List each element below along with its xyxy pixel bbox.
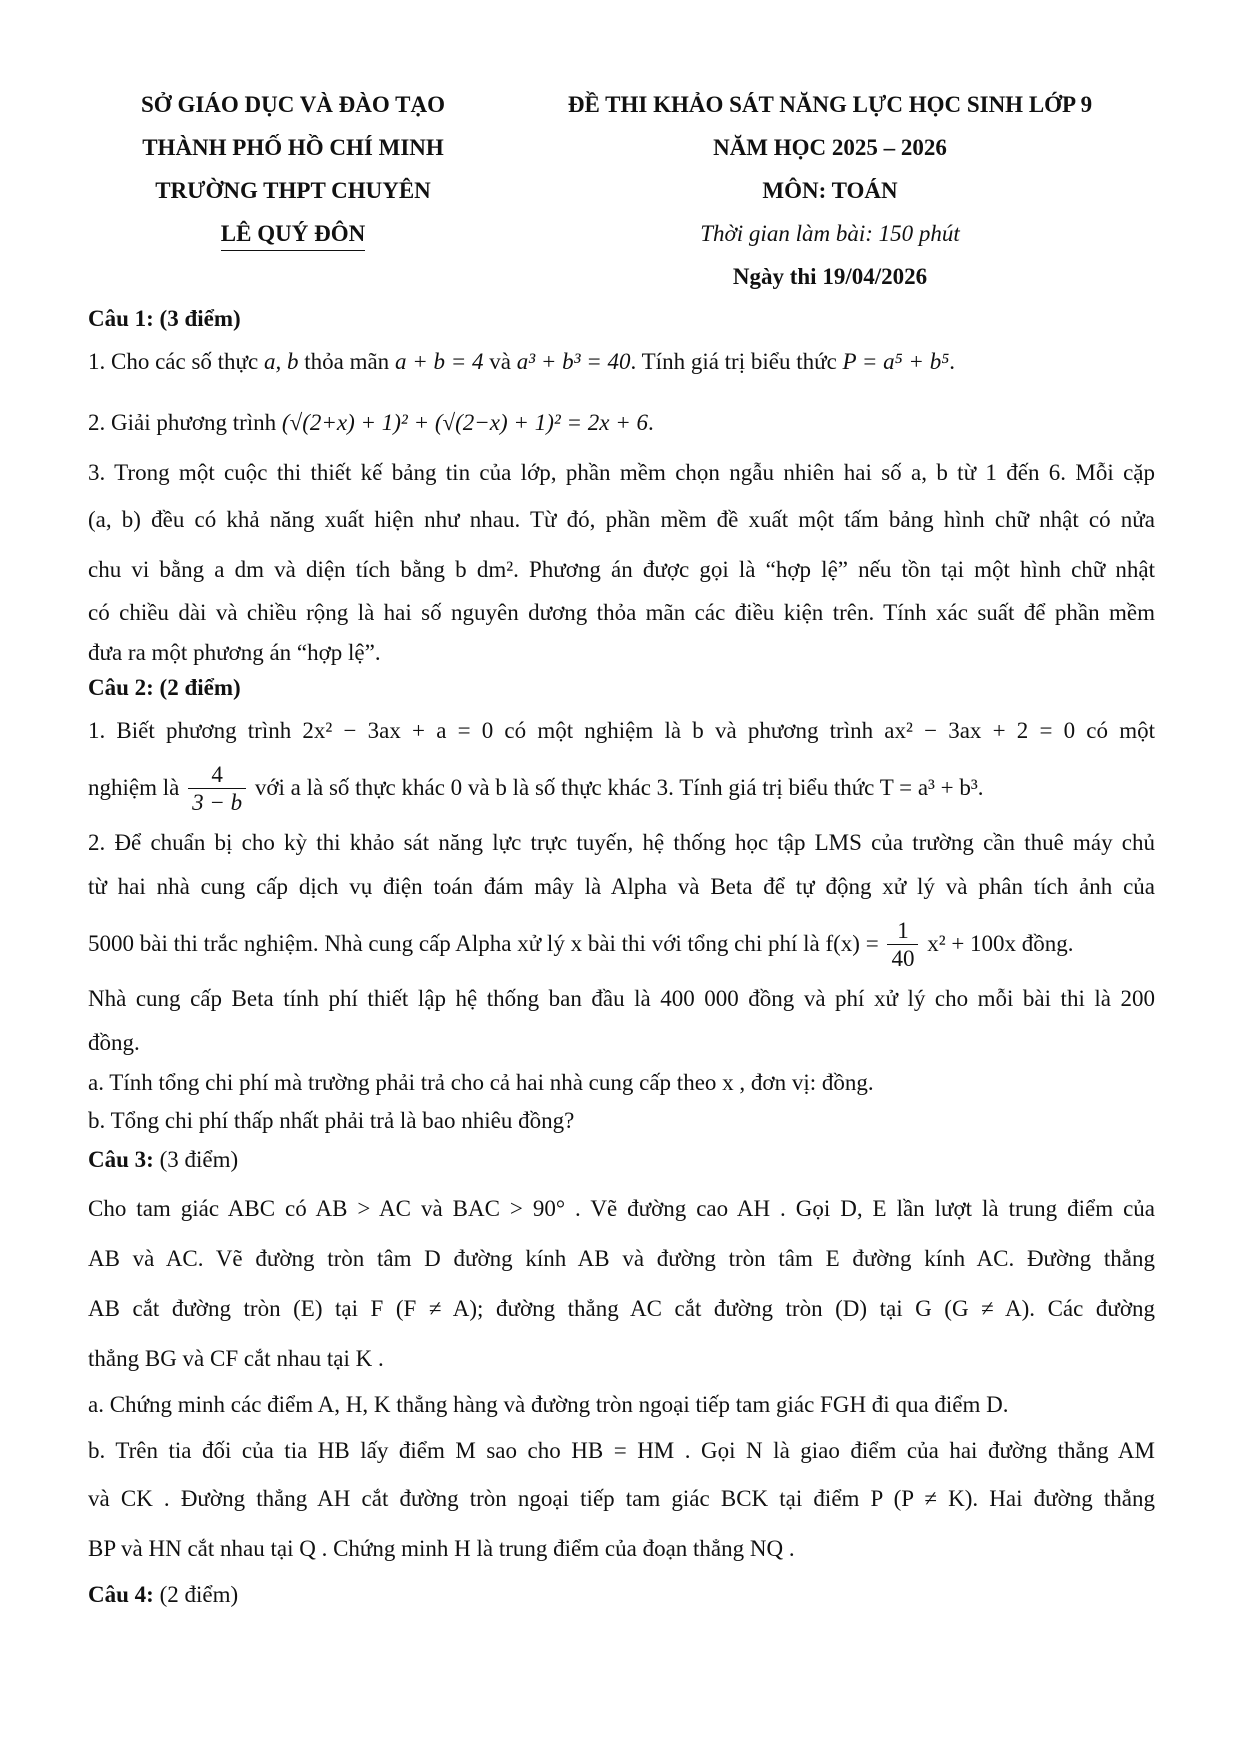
question-2-title: Câu 2: (2 điểm) xyxy=(88,675,241,700)
question-1-part-2: 2. Giải phương trình (√(2+x) + 1)² + (√(2−x) + 1)² = 2x + 6. xyxy=(88,410,654,435)
exam-date: Ngày thi 19/04/2026 xyxy=(732,264,928,289)
question-3-line: AB và AC. Vẽ đường tròn tâm D đường kính AB và đường tròn tâm E đường kính AC. Đường thẳng xyxy=(88,1246,1155,1271)
exam-title: ĐỀ THI KHẢO SÁT NĂNG LỰC HỌC SINH LỚP 9 xyxy=(567,92,1093,117)
fraction: $\frac{1}{40}$ xyxy=(887,918,918,973)
question-2-part-2-line: từ hai nhà cung cấp dịch vụ điện toán đám mây là Alpha và Beta để tự động xử lý và phân tích ảnh của xyxy=(88,874,1155,899)
duration: Thời gian làm bài: 150 phút xyxy=(700,221,960,246)
question-3-part-b-line: BP và HN cắt nhau tại Q . Chứng minh H là trung điểm của đoạn thẳng NQ . xyxy=(88,1536,795,1561)
question-1-part-3-line: (a, b) đều có khả năng xuất hiện như nhau. Từ đó, phần mềm đề xuất một tấm bảng hình chữ nhật có nửa xyxy=(88,507,1155,532)
question-3-part-b-line: và CK . Đường thẳng AH cắt đường tròn ngoại tiếp tam giác BCK tại điểm P (P ≠ K). Hai đường thẳng xyxy=(88,1486,1155,1511)
subject: MÔN: TOÁN xyxy=(762,178,898,203)
question-2-part-2-line: đồng. xyxy=(88,1030,140,1055)
question-2-part-2-line: 2. Để chuẩn bị cho kỳ thi khảo sát năng lực trực tuyến, hệ thống học tập LMS của trường cần thuê máy chủ xyxy=(88,830,1155,855)
question-3-part-a: a. Chứng minh các điểm A, H, K thẳng hàng và đường tròn ngoại tiếp tam giác FGH đi qua điểm D. xyxy=(88,1392,1009,1417)
question-1-part-3-line: có chiều dài và chiều rộng là hai số nguyên dương thỏa mãn các điều kiện trên. Tính xác suất để phần mềm xyxy=(88,600,1155,625)
question-2-part-1-line: nghiệm là $\frac{4}{3 - b}$ với a là số thực khác 0 và b là số thực khác 3. Tính giá trị biểu thức T = a³ + b³. xyxy=(88,762,984,815)
question-1-part-3-line: chu vi bằng a dm và diện tích bằng b dm². Phương án được gọi là “hợp lệ” nếu tồn tại một hình chữ nhật xyxy=(88,557,1155,582)
question-2-part-1-line: 1. Biết phương trình 2x² − 3ax + a = 0 có một nghiệm là b và phương trình ax² − 3ax + 2 = 0 có một xyxy=(88,718,1155,743)
question-1-part-1: 1. Cho các số thực a, b thỏa mãn a + b = 4 và a³ + b³ = 40. Tính giá trị biểu thức P = a⁵ + b⁵. xyxy=(88,349,955,374)
header-department: SỞ GIÁO DỤC VÀ ĐÀO TẠO xyxy=(141,92,445,117)
question-3-part-b-line: b. Trên tia đối của tia HB lấy điểm M sao cho HB = HM . Gọi N là giao điểm của hai đường thẳng AM xyxy=(88,1438,1155,1463)
school-year: NĂM HỌC 2025 – 2026 xyxy=(713,135,947,160)
question-2-part-a: a. Tính tổng chi phí mà trường phải trả cho cả hai nhà cung cấp theo x , đơn vị: đồng. xyxy=(88,1070,874,1095)
question-1-part-3-line: đưa ra một phương án “hợp lệ”. xyxy=(88,640,381,665)
question-3-line: thẳng BG và CF cắt nhau tại K . xyxy=(88,1346,384,1371)
header-school-name: LÊ QUÝ ĐÔN xyxy=(88,222,498,251)
header-school-type: TRƯỜNG THPT CHUYÊN xyxy=(155,178,431,203)
question-4-title: Câu 4: (2 điểm) xyxy=(88,1582,239,1607)
question-2-part-b: b. Tổng chi phí thấp nhất phải trả là bao nhiêu đồng? xyxy=(88,1108,575,1133)
question-1-part-3-line: 3. Trong một cuộc thi thiết kế bảng tin của lớp, phần mềm chọn ngẫu nhiên hai số a, b từ 1 đến 6. Mỗi cặp xyxy=(88,460,1155,485)
fraction: $\frac{4}{3 - b}$ xyxy=(188,762,246,817)
question-2-part-2-line: Nhà cung cấp Beta tính phí thiết lập hệ thống ban đầu là 400 000 đồng và phí xử lý cho mỗi bài thi là 200 xyxy=(88,986,1155,1011)
question-3-line: Cho tam giác ABC có AB > AC và BAC > 90° . Vẽ đường cao AH . Gọi D, E lần lượt là trung điểm của xyxy=(88,1196,1155,1221)
question-1-title: Câu 1: (3 điểm) xyxy=(88,306,241,331)
question-2-part-2-line: 5000 bài thi trắc nghiệm. Nhà cung cấp Alpha xử lý x bài thi với tổng chi phí là f(x) = $\frac{1}{40}$ x² + 100x đồng. xyxy=(88,918,1074,971)
header-city: THÀNH PHỐ HỒ CHÍ MINH xyxy=(142,135,444,160)
equation: (√(2+x) + 1)² + (√(2−x) + 1)² = 2x + 6 xyxy=(281,410,649,435)
question-3-title: Câu 3: (3 điểm) xyxy=(88,1147,239,1172)
question-3-line: AB cắt đường tròn (E) tại F (F ≠ A); đường thẳng AC cắt đường tròn (D) tại G (G ≠ A). Các đường xyxy=(88,1296,1155,1321)
